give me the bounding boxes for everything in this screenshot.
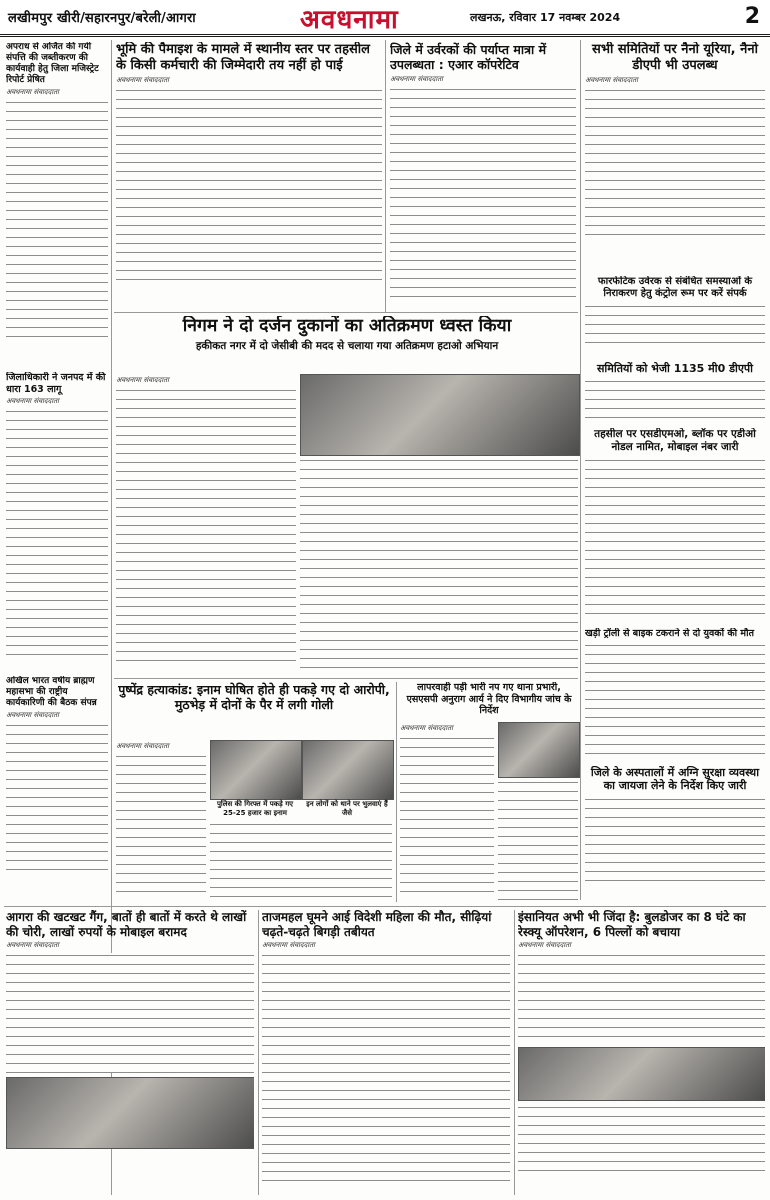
headline: ताजमहल घूमने आई विदेशी महिला की मौत, सीढ़ियां चढ़ते-चढ़ते बिगड़ी तबीयत	[262, 910, 492, 939]
article-body	[210, 822, 392, 900]
byline: अवधनामा संवाददाता	[6, 710, 59, 719]
article-a2	[116, 42, 382, 310]
article-body	[6, 100, 108, 340]
article-body	[585, 643, 765, 759]
article-a6-body	[116, 374, 296, 674]
article-body	[116, 388, 296, 668]
column-rule	[396, 682, 397, 902]
article-body	[585, 304, 765, 350]
article-a15	[6, 910, 254, 1196]
article-a11-body	[116, 740, 206, 902]
article-body	[300, 458, 578, 668]
photo-placeholder	[300, 374, 580, 456]
byline: अवधनामा संवाददाता	[116, 75, 169, 84]
article-body	[390, 87, 576, 297]
headline: सभी समितियों पर नैनो यूरिया, नैनो डीएपी भी उपलब्ध	[592, 42, 758, 73]
photo-placeholder	[302, 740, 394, 800]
section-rule	[114, 312, 578, 313]
article-a17	[518, 910, 765, 1196]
headline: जिलाधिकारी ने जनपद में की धारा 163 लागू	[6, 372, 106, 395]
column-rule	[514, 910, 515, 1195]
article-body	[518, 953, 765, 1043]
article-a6-heading	[116, 316, 578, 372]
byline: अवधनामा संवाददाता	[262, 941, 315, 950]
photo-placeholder	[6, 1077, 254, 1149]
headline: समितियों को भेजी 1135 मी0 डीएपी	[596, 362, 753, 375]
article-a1	[6, 42, 108, 368]
article-body	[498, 780, 578, 900]
headline: निगम ने दो दर्जन दुकानों का अतिक्रमण ध्वस्त किया	[182, 316, 512, 336]
article-a7	[585, 276, 765, 358]
byline: अवधनामा संवाददाता	[585, 75, 638, 84]
photo-placeholder	[518, 1047, 765, 1101]
article-a5	[6, 372, 108, 672]
article-body	[6, 953, 254, 1073]
column-rule	[385, 40, 386, 312]
byline: अवधनामा संवाददाता	[6, 397, 59, 406]
byline: अवधनामा संवाददाता	[400, 724, 453, 732]
article-a16	[262, 910, 510, 1196]
headline: इंसानियत अभी भी जिंदा है: बुलडोजर का 8 घंटे का रेस्क्यू ऑपरेशन, 6 पिल्लों को बचाया	[518, 910, 746, 939]
headline: अखिल भारत वर्षीय ब्राह्मण महासभा की राष्ट्रीय कार्यकारिणी की बैठक संपन्न	[6, 676, 97, 708]
photo-placeholder	[498, 722, 580, 778]
article-body	[585, 458, 765, 618]
article-a10	[6, 676, 108, 902]
headline: खड़ी ट्रॉली से बाइक टकराने से दो युवकों की मौत	[585, 628, 754, 639]
headline: अपराध से अर्जित की गयी संपत्ति की जब्तीकरण की कार्यवाही हेतु जिला मजिस्ट्रेट रिपोर्ट प्रेषित	[6, 42, 99, 85]
photo-placeholder	[210, 740, 302, 800]
byline: अवधनामा संवाददाता	[518, 941, 571, 950]
article-body	[585, 88, 765, 238]
byline: अवधनामा संवाददाता	[6, 941, 59, 950]
byline: अवधनामा संवाददाता	[116, 742, 169, 750]
article-a8	[585, 362, 765, 424]
headline: जिले के अस्पतालों में अग्नि सुरक्षा व्यवस्था का जायजा लेने के निर्देश किए जारी	[590, 766, 760, 793]
article-a14	[585, 766, 765, 900]
headline: फारफेटिक उर्वरक से संबंधित समस्याओं के निराकरण हेतु कंट्रोल रूम पर करें संपर्क	[597, 276, 753, 300]
page-number: 2	[744, 4, 760, 29]
article-a13	[585, 628, 765, 762]
article-body	[116, 88, 382, 288]
article-a4	[585, 42, 765, 272]
article-a6-body-cont	[300, 458, 578, 674]
headline: लापरवाही पड़ी भारी नप गए थाना प्रभारी, एसएसपी अनुराग आर्य ने दिए विभागीय जांच के निर्देश	[406, 682, 572, 717]
article-body	[518, 1105, 765, 1179]
article-a11-heading	[116, 682, 392, 736]
article-a12-body-cont	[498, 780, 578, 902]
masthead-cities: लखीमपुर खीरी/सहारनपुर/बरेली/आगरा	[8, 11, 196, 26]
dateline: लखनऊ, रविवार 17 नवम्बर 2024	[470, 11, 621, 24]
column-rule	[258, 910, 259, 1195]
article-a12-heading	[400, 682, 578, 718]
masthead	[0, 0, 770, 37]
headline: जिले में उर्वरकों की पर्याप्त मात्रा में उपलब्धता : एआर कॉपरेटिव	[390, 42, 547, 73]
photo-caption: इन लोगों को थाने पर भुलवाएं हैं जैसे	[306, 800, 388, 817]
article-body	[116, 754, 206, 900]
article-body	[262, 953, 510, 1189]
headline: पुष्पेंद्र हत्याकांड: इनाम घोषित होते ही पकड़े गए दो आरोपी, मुठभेड़ में दोनों के पैर में लगी गोली	[118, 682, 390, 713]
article-body	[585, 797, 765, 887]
photo-caption: पुलिस की गिरफ्त में पकड़े गए 25-25 हजार का इनाम	[216, 800, 294, 817]
headline: भूमि की पैमाइश के मामले में स्थानीय स्तर पर तहसील के किसी कर्मचारी की जिम्मेदारी तय नहीं हो पाई	[116, 42, 370, 73]
subheadline: हकीकत नगर में दो जेसीबी की मदद से चलाया गया अतिक्रमण हटाओ अभियान	[195, 340, 499, 353]
article-body	[6, 723, 108, 873]
article-body	[585, 379, 765, 419]
article-a3	[390, 42, 576, 310]
headline: तहसील पर एसडीएमओ, ब्लॉक पर एडीओ नोडल नामित, मोबाइल नंबर जारी	[594, 428, 756, 453]
newspaper-logo: अवधनामा	[300, 5, 399, 35]
article-a12-body	[400, 722, 494, 902]
column-rule	[580, 40, 581, 900]
byline: अवधनामा संवाददाता	[116, 376, 169, 384]
headline: आगरा की खटखट गैंग, बातों ही बातों में करते थे लाखों की चोरी, लाखों रुपयों के मोबाइल बरामद	[6, 910, 247, 939]
article-a9	[585, 428, 765, 624]
article-a11-body-cont	[210, 822, 392, 902]
article-body	[400, 736, 494, 898]
section-rule	[4, 906, 766, 907]
byline: अवधनामा संवाददाता	[6, 87, 59, 96]
section-rule	[114, 678, 578, 679]
article-body	[6, 409, 108, 659]
byline: अवधनामा संवाददाता	[390, 74, 443, 83]
